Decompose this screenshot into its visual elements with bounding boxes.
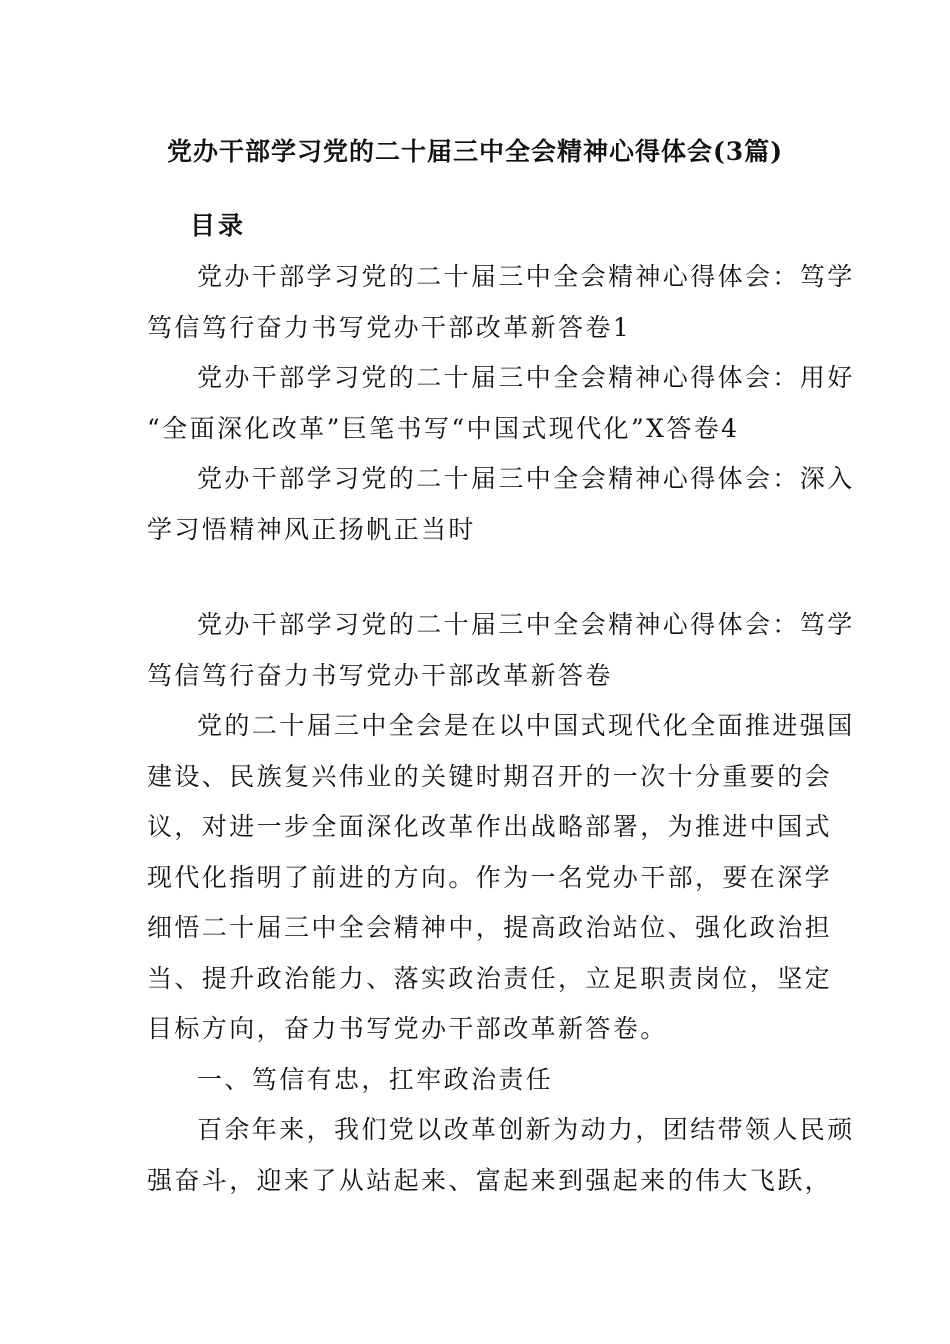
- paragraph: [147, 1105, 855, 1206]
- toc-item-line: “全面深化改革”巨笔书写“中国式现代化”X答卷4: [147, 413, 740, 443]
- section-heading: [147, 1055, 807, 1106]
- article-body: [147, 600, 855, 1206]
- toc-item[interactable]: [147, 252, 855, 353]
- article-title-line: 笃信笃行奋力书写党办干部改革新答卷: [147, 660, 613, 690]
- table-of-contents: [147, 252, 855, 555]
- document-title: 党办干部学习党的二十届三中全会精神心得体会(3篇): [166, 137, 784, 166]
- toc-item-line: 笃信笃行奋力书写党办干部改革新答卷1: [147, 312, 632, 342]
- paragraph-line: 目标方向，奋力书写党办干部改革新答卷。: [147, 1014, 668, 1043]
- article-title: [147, 600, 855, 701]
- paragraph-line: 百余年来，我们党以改革创新为动力，团结带领人民顽: [197, 1115, 855, 1144]
- paragraph-line: 当、提升政治能力、落实政治责任，立足职责岗位，坚定: [147, 963, 833, 993]
- toc-item[interactable]: [147, 454, 855, 555]
- paragraph-line: 建设、民族复兴伟业的关键时期召开的一次十分重要的会: [147, 761, 833, 791]
- paragraph-line: 党的二十届三中全会是在以中国式现代化全面推进强国: [197, 711, 855, 740]
- toc-item-line: 学习悟精神风正扬帆正当时: [147, 514, 476, 544]
- paragraph-line: 细悟二十届三中全会精神中，提高政治站位、强化政治担: [147, 913, 833, 942]
- paragraph-line: 强奋斗，迎来了从站起来、富起来到强起来的伟大飞跃，: [147, 1165, 833, 1195]
- toc-item-line: 党办干部学习党的二十届三中全会精神心得体会：用好: [197, 363, 855, 392]
- section-heading-text: 一、笃信有忠，扛牢政治责任: [197, 1064, 554, 1094]
- paragraph-line: 现代化指明了前进的方向。作为一名党办干部，要在深学: [147, 862, 833, 892]
- toc-item[interactable]: [147, 353, 855, 454]
- paragraph: [147, 701, 855, 1055]
- article-title-line: 党办干部学习党的二十届三中全会精神心得体会：笃学: [197, 610, 855, 639]
- paragraph-line: 议，对进一步全面深化改革作出战略部署，为推进中国式: [147, 812, 833, 841]
- toc-heading: 目录: [190, 211, 247, 240]
- toc-item-line: 党办干部学习党的二十届三中全会精神心得体会：深入: [197, 464, 855, 493]
- toc-item-line: 党办干部学习党的二十届三中全会精神心得体会：笃学: [197, 262, 855, 291]
